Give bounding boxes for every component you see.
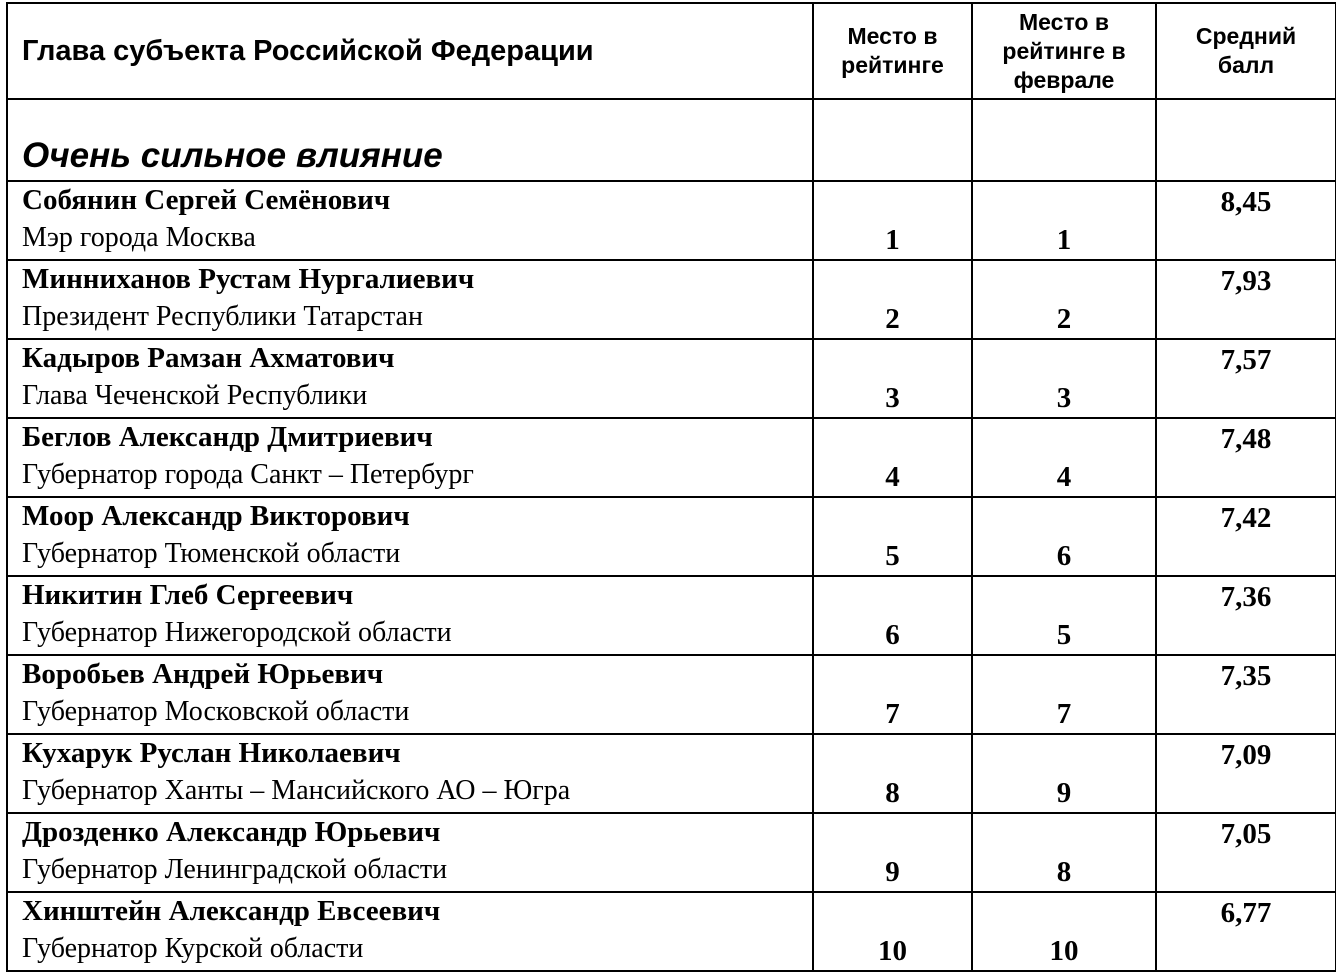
governor-cell bbox=[7, 576, 813, 655]
governor-post: Губернатор Нижегородской области bbox=[22, 617, 452, 648]
place-february-cell: 2 bbox=[972, 260, 1156, 339]
governor-name: Кадыров Рамзан Ахматович bbox=[22, 342, 395, 374]
governor-name: Кухарук Руслан Николаевич bbox=[22, 737, 401, 769]
governor-cell bbox=[7, 892, 813, 971]
governor-cell bbox=[7, 181, 813, 260]
table-row bbox=[7, 418, 1336, 497]
governor-name: Собянин Сергей Семёнович bbox=[22, 184, 391, 216]
place-february-cell: 4 bbox=[972, 418, 1156, 497]
section-empty-cell bbox=[1156, 99, 1336, 181]
score-cell: 7,36 bbox=[1156, 576, 1336, 655]
governor-post: Глава Чеченской Республики bbox=[22, 380, 368, 411]
place-cell: 1 bbox=[813, 181, 972, 260]
governor-cell bbox=[7, 339, 813, 418]
header-place-line2: рейтинге bbox=[841, 52, 944, 78]
place-cell: 10 bbox=[813, 892, 972, 971]
governor-post: Губернатор Тюменской области bbox=[22, 538, 401, 569]
place-cell: 8 bbox=[813, 734, 972, 813]
table-row bbox=[7, 497, 1336, 576]
header-place-feb-line3: феврале bbox=[1013, 66, 1115, 93]
governor-post: Губернатор Ленинградской области bbox=[22, 854, 448, 885]
score-cell: 7,93 bbox=[1156, 260, 1336, 339]
header-place-feb-line2: рейтинге в bbox=[1002, 37, 1126, 64]
score-cell: 6,77 bbox=[1156, 892, 1336, 971]
score-cell: 7,57 bbox=[1156, 339, 1336, 418]
score-cell: 7,05 bbox=[1156, 813, 1336, 892]
score-cell: 7,35 bbox=[1156, 655, 1336, 734]
section-title: Очень сильное влияние bbox=[7, 99, 813, 181]
governor-post: Губернатор Московской области bbox=[22, 696, 410, 727]
header-average-score bbox=[1156, 3, 1336, 99]
place-cell: 2 bbox=[813, 260, 972, 339]
governor-name: Беглов Александр Дмитриевич bbox=[22, 421, 433, 453]
table-header-row bbox=[7, 3, 1336, 99]
header-place-line1: Место в bbox=[847, 23, 938, 49]
place-cell: 7 bbox=[813, 655, 972, 734]
place-cell: 4 bbox=[813, 418, 972, 497]
governor-name: Воробьев Андрей Юрьевич bbox=[22, 658, 384, 690]
place-february-cell: 8 bbox=[972, 813, 1156, 892]
table-row bbox=[7, 655, 1336, 734]
governor-post: Мэр города Москва bbox=[22, 222, 256, 253]
section-row bbox=[7, 99, 1336, 181]
table-row bbox=[7, 576, 1336, 655]
governor-cell bbox=[7, 260, 813, 339]
place-cell: 9 bbox=[813, 813, 972, 892]
governor-name: Хинштейн Александр Евсеевич bbox=[22, 895, 441, 927]
governor-post: Президент Республики Татарстан bbox=[22, 301, 423, 332]
place-cell: 5 bbox=[813, 497, 972, 576]
governor-name: Минниханов Рустам Нургалиевич bbox=[22, 263, 475, 295]
governor-name: Дрозденко Александр Юрьевич bbox=[22, 816, 441, 848]
header-head-of-subject: Глава субъекта Российской Федерации bbox=[7, 3, 813, 99]
header-score-line1: Средний bbox=[1195, 23, 1297, 49]
rating-table bbox=[6, 2, 1336, 972]
header-place bbox=[813, 3, 972, 99]
governor-cell bbox=[7, 655, 813, 734]
place-february-cell: 3 bbox=[972, 339, 1156, 418]
table-row bbox=[7, 339, 1336, 418]
table-row bbox=[7, 813, 1336, 892]
header-score-line2: балл bbox=[1217, 52, 1275, 78]
place-february-cell: 10 bbox=[972, 892, 1156, 971]
place-february-cell: 1 bbox=[972, 181, 1156, 260]
governor-post: Губернатор города Санкт – Петербург bbox=[22, 459, 474, 490]
governor-cell bbox=[7, 418, 813, 497]
header-place-february bbox=[972, 3, 1156, 99]
score-cell: 7,48 bbox=[1156, 418, 1336, 497]
governor-post: Губернатор Курской области bbox=[22, 933, 364, 964]
place-february-cell: 5 bbox=[972, 576, 1156, 655]
table-row bbox=[7, 892, 1336, 971]
governor-post: Губернатор Ханты – Мансийского АО – Югра bbox=[22, 775, 571, 806]
governor-name: Никитин Глеб Сергеевич bbox=[22, 579, 354, 611]
section-empty-cell bbox=[972, 99, 1156, 181]
header-place-feb-line1: Место в bbox=[1019, 8, 1109, 35]
governor-cell bbox=[7, 813, 813, 892]
score-cell: 8,45 bbox=[1156, 181, 1336, 260]
table-row bbox=[7, 181, 1336, 260]
governor-cell bbox=[7, 497, 813, 576]
place-cell: 6 bbox=[813, 576, 972, 655]
table-row bbox=[7, 260, 1336, 339]
place-february-cell: 7 bbox=[972, 655, 1156, 734]
governor-cell bbox=[7, 734, 813, 813]
section-empty-cell bbox=[813, 99, 972, 181]
place-february-cell: 9 bbox=[972, 734, 1156, 813]
place-february-cell: 6 bbox=[972, 497, 1156, 576]
score-cell: 7,42 bbox=[1156, 497, 1336, 576]
place-cell: 3 bbox=[813, 339, 972, 418]
score-cell: 7,09 bbox=[1156, 734, 1336, 813]
governor-name: Моор Александр Викторович bbox=[22, 500, 410, 532]
table-row bbox=[7, 734, 1336, 813]
